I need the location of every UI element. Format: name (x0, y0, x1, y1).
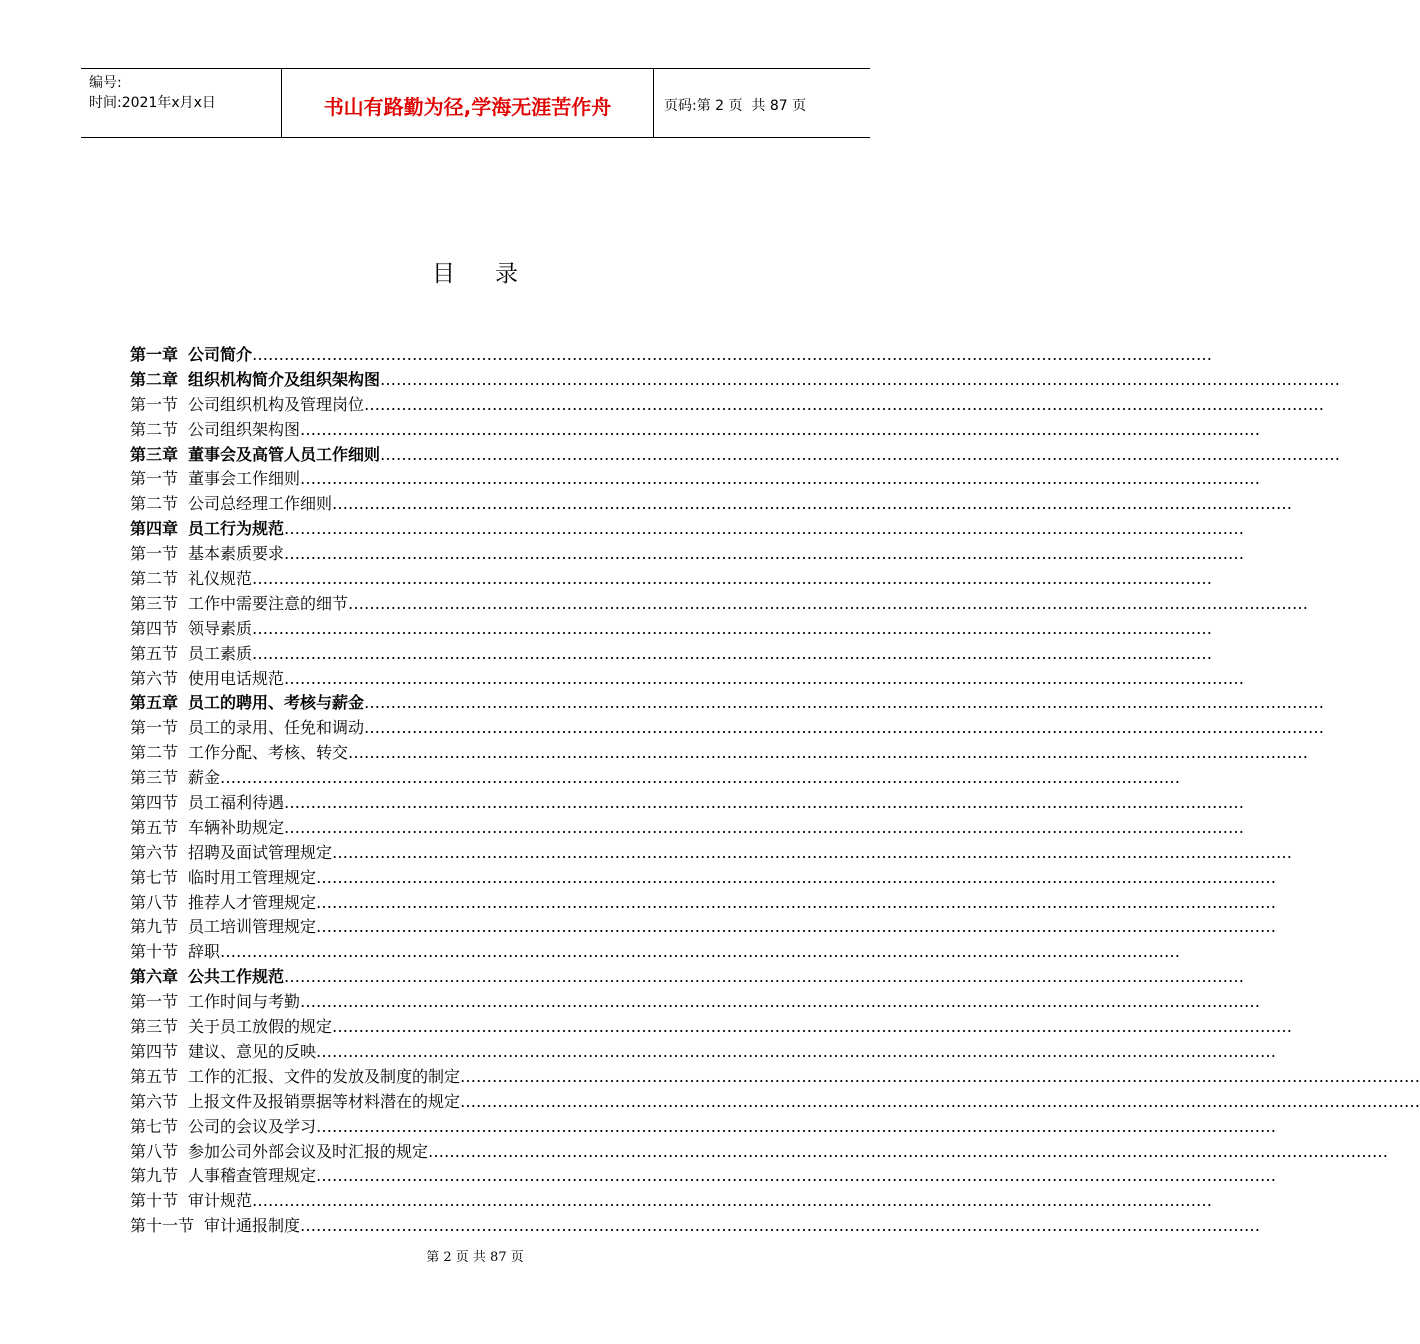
toc-leader-dots: ……………………………………………………………………………………………………………………………………………………………… (284, 817, 1245, 837)
toc-section-entry[interactable] (130, 816, 1245, 841)
toc-entry-title: 组织机构简介及组织架构图 (188, 369, 381, 389)
toc-leader-dots: ……………………………………………………………………………………………………………………………………………………………… (316, 1166, 1277, 1186)
toc-entry-title: 临时用工管理规定 (188, 867, 317, 887)
toc-entry-title: 员工福利待遇 (188, 793, 285, 813)
toc-entry-title: 参加公司外部会议及时汇报的规定 (188, 1141, 429, 1161)
toc-entry-title: 关于员工放假的规定 (188, 1017, 333, 1037)
toc-leader-dots: ……………………………………………………………………………………………………………………………………………………………… (332, 1017, 1293, 1037)
toc-entry-title: 审计通报制度 (204, 1216, 301, 1236)
toc-entry-title: 基本素质要求 (188, 544, 285, 564)
toc-leader-dots: ……………………………………………………………………………………………………………………………………………………………… (332, 494, 1293, 514)
toc-section-entry[interactable] (130, 1140, 1389, 1165)
toc-section-entry[interactable] (130, 716, 1325, 741)
toc-entry-number: 第三节 (130, 1017, 179, 1037)
toc-entry-number: 第九节 (130, 1166, 179, 1186)
toc-entry-number: 第二节 (130, 743, 179, 763)
toc-section-entry[interactable] (130, 567, 1213, 592)
toc-section-entry[interactable] (130, 642, 1213, 667)
toc-leader-dots: ……………………………………………………………………………………………………………………………………………………………… (364, 693, 1325, 713)
toc-entry-number: 第八节 (130, 892, 179, 912)
toc-entry-title: 公司简介 (188, 345, 253, 364)
toc-section-entry[interactable] (130, 1115, 1277, 1140)
table-of-contents (130, 343, 1420, 1239)
toc-section-entry[interactable] (130, 492, 1293, 517)
toc-entry-title: 公司的会议及学习 (188, 1116, 317, 1136)
toc-section-entry[interactable] (130, 741, 1309, 766)
toc-section-entry[interactable] (130, 791, 1245, 816)
toc-entry-number: 第一节 (130, 394, 179, 414)
toc-leader-dots: ……………………………………………………………………………………………………………………………………………………………… (380, 369, 1341, 389)
document-number-label: 编号: (89, 75, 122, 91)
toc-chapter-entry[interactable] (130, 368, 1341, 393)
toc-section-entry[interactable] (130, 617, 1213, 642)
toc-chapter-entry[interactable] (130, 691, 1325, 716)
toc-leader-dots: ……………………………………………………………………………………………………………………………………………………………… (284, 793, 1245, 813)
toc-entry-number: 第六节 (130, 842, 179, 862)
toc-leader-dots: ……………………………………………………………………………………………………………………………………………………………… (284, 967, 1245, 987)
toc-leader-dots: ……………………………………………………………………………………………………………………………………………………………… (252, 569, 1213, 589)
footer-page-number: 第 2 页 共 87 页 (426, 1250, 524, 1265)
toc-leader-dots: ……………………………………………………………………………………………………………………………………………………………… (300, 1216, 1261, 1236)
toc-chapter-entry[interactable] (130, 965, 1245, 990)
toc-section-entry[interactable] (130, 841, 1293, 866)
toc-entry-number: 第五节 (130, 643, 179, 663)
toc-leader-dots: ……………………………………………………………………………………………………………………………………………………………… (252, 345, 1213, 364)
toc-leader-dots: ……………………………………………………………………………………………………………………………………………………………… (460, 1091, 1420, 1111)
toc-entry-title: 工作的汇报、文件的发放及制度的制定 (188, 1066, 461, 1086)
page-footer (0, 1246, 950, 1265)
toc-entry-number: 第十节 (130, 942, 179, 962)
toc-entry-title: 建议、意见的反映 (188, 1041, 317, 1061)
toc-entry-title: 工作中需要注意的细节 (188, 593, 349, 613)
toc-leader-dots: ……………………………………………………………………………………………………………………………………………………………… (252, 618, 1213, 638)
toc-entry-number: 第三章 (130, 444, 179, 464)
toc-leader-dots: ……………………………………………………………………………………………………………………………………………………………… (252, 1191, 1213, 1211)
toc-entry-title: 上报文件及报销票据等材料潜在的规定 (188, 1091, 461, 1111)
toc-entry-title: 公司组织机构及管理岗位 (188, 394, 365, 414)
toc-entry-title: 车辆补助规定 (188, 817, 285, 837)
toc-entry-title: 礼仪规范 (188, 569, 253, 589)
toc-entry-number: 第二节 (130, 419, 179, 439)
toc-leader-dots: ……………………………………………………………………………………………………………………………………………………………… (460, 1066, 1420, 1086)
toc-entry-number: 第七节 (130, 1116, 179, 1136)
toc-entry-number: 第一节 (130, 469, 179, 489)
toc-leader-dots: ……………………………………………………………………………………………………………………………………………………………… (316, 867, 1277, 887)
header-motto: 书山有路勤为径,学海无涯苦作舟 (281, 69, 654, 137)
toc-section-entry[interactable] (130, 1040, 1277, 1065)
toc-leader-dots: ……………………………………………………………………………………………………………………………………………………………… (364, 718, 1325, 738)
toc-leader-dots: ……………………………………………………………………………………………………………………………………………………………… (220, 942, 1181, 962)
toc-entry-title: 推荐人才管理规定 (188, 892, 317, 912)
toc-entry-number: 第六节 (130, 668, 179, 688)
toc-section-entry[interactable] (130, 1015, 1293, 1040)
toc-section-entry[interactable] (130, 1214, 1261, 1239)
toc-leader-dots: ……………………………………………………………………………………………………………………………………………………………… (332, 842, 1293, 862)
toc-entry-number: 第七节 (130, 867, 179, 887)
toc-entry-title: 公司组织架构图 (188, 419, 301, 439)
toc-entry-number: 第二节 (130, 494, 179, 514)
toc-leader-dots: ……………………………………………………………………………………………………………………………………………………………… (284, 668, 1245, 688)
toc-leader-dots: ……………………………………………………………………………………………………………………………………………………………… (428, 1141, 1389, 1161)
toc-leader-dots: ……………………………………………………………………………………………………………………………………………………………… (220, 768, 1181, 788)
toc-entry-number: 第六节 (130, 1091, 179, 1111)
toc-leader-dots: ……………………………………………………………………………………………………………………………………………………………… (252, 643, 1213, 663)
toc-section-entry[interactable] (130, 891, 1277, 916)
toc-section-entry[interactable] (130, 667, 1245, 692)
header-page-info: 页码:第 2 页 共 87 页 (664, 98, 807, 114)
toc-entry-title: 公共工作规范 (188, 967, 285, 987)
toc-entry-title: 员工的聘用、考核与薪金 (188, 693, 365, 713)
toc-section-entry[interactable] (130, 418, 1261, 443)
toc-entry-title: 员工素质 (188, 643, 253, 663)
toc-chapter-entry[interactable] (130, 443, 1341, 468)
toc-entry-number: 第一节 (130, 992, 179, 1012)
toc-leader-dots: ……………………………………………………………………………………………………………………………………………………………… (380, 444, 1341, 464)
document-time: 时间:2021年x月x日 (89, 95, 216, 111)
toc-entry-number: 第一节 (130, 544, 179, 564)
toc-entry-title: 工作时间与考勤 (188, 992, 301, 1012)
toc-entry-number: 第四节 (130, 793, 179, 813)
toc-section-entry[interactable] (130, 542, 1245, 567)
toc-entry-number: 第三节 (130, 768, 179, 788)
toc-entry-number: 第四节 (130, 618, 179, 638)
toc-leader-dots: ……………………………………………………………………………………………………………………………………………………………… (348, 743, 1309, 763)
toc-entry-number: 第三节 (130, 593, 179, 613)
toc-entry-title: 工作分配、考核、转交 (188, 743, 349, 763)
toc-entry-title: 员工培训管理规定 (188, 917, 317, 937)
toc-section-entry[interactable] (130, 766, 1181, 791)
toc-leader-dots: ……………………………………………………………………………………………………………………………………………………………… (364, 394, 1325, 414)
toc-entry-number: 第二节 (130, 569, 179, 589)
toc-section-entry[interactable] (130, 990, 1261, 1015)
toc-entry-number: 第九节 (130, 917, 179, 937)
toc-entry-number: 第一节 (130, 718, 179, 738)
toc-section-entry[interactable] (130, 866, 1277, 891)
toc-leader-dots: ……………………………………………………………………………………………………………………………………………………………… (300, 469, 1261, 489)
toc-leader-dots: ……………………………………………………………………………………………………………………………………………………………… (300, 419, 1261, 439)
toc-title: 目录 (432, 261, 558, 287)
toc-entry-number: 第四节 (130, 1041, 179, 1061)
toc-entry-number: 第十节 (130, 1191, 179, 1211)
toc-entry-title: 董事会工作细则 (188, 469, 301, 489)
toc-entry-number: 第二章 (130, 369, 179, 389)
header-meta (81, 69, 281, 137)
toc-entry-number: 第六章 (130, 967, 179, 987)
toc-entry-title: 员工的录用、任免和调动 (188, 718, 365, 738)
toc-leader-dots: ……………………………………………………………………………………………………………………………………………………………… (284, 544, 1245, 564)
toc-entry-title: 董事会及高管人员工作细则 (188, 444, 381, 464)
toc-section-entry[interactable] (130, 915, 1277, 940)
toc-entry-title: 审计规范 (188, 1191, 253, 1211)
toc-entry-title: 领导素质 (188, 618, 253, 638)
toc-section-entry[interactable] (130, 1189, 1213, 1214)
toc-entry-number: 第五章 (130, 693, 179, 713)
toc-chapter-entry[interactable] (130, 343, 1213, 368)
toc-section-entry[interactable] (130, 1065, 1420, 1090)
toc-entry-number: 第五节 (130, 1066, 179, 1086)
toc-leader-dots: ……………………………………………………………………………………………………………………………………………………………… (348, 593, 1309, 613)
toc-entry-title: 使用电话规范 (188, 668, 285, 688)
toc-entry-title: 薪金 (188, 768, 221, 788)
toc-leader-dots: ……………………………………………………………………………………………………………………………………………………………… (316, 892, 1277, 912)
toc-section-entry[interactable] (130, 940, 1181, 965)
toc-leader-dots: ……………………………………………………………………………………………………………………………………………………………… (284, 519, 1245, 539)
toc-section-entry[interactable] (130, 1164, 1277, 1189)
toc-entry-title: 招聘及面试管理规定 (188, 842, 333, 862)
toc-section-entry[interactable] (130, 393, 1325, 418)
toc-entry-number: 第一章 (130, 345, 179, 364)
toc-entry-number: 第五节 (130, 817, 179, 837)
toc-entry-title: 公司总经理工作细则 (188, 494, 333, 514)
toc-section-entry[interactable] (130, 592, 1309, 617)
toc-chapter-entry[interactable] (130, 517, 1245, 542)
toc-entry-number: 第十一节 (130, 1216, 195, 1236)
toc-section-entry[interactable] (130, 1090, 1420, 1115)
toc-entry-title: 人事稽查管理规定 (188, 1166, 317, 1186)
toc-entry-number: 第四章 (130, 519, 179, 539)
toc-section-entry[interactable] (130, 467, 1261, 492)
toc-entry-title: 辞职 (188, 942, 221, 962)
toc-leader-dots: ……………………………………………………………………………………………………………………………………………………………… (300, 992, 1261, 1012)
toc-leader-dots: ……………………………………………………………………………………………………………………………………………………………… (316, 917, 1277, 937)
toc-leader-dots: ……………………………………………………………………………………………………………………………………………………………… (316, 1041, 1277, 1061)
toc-entry-number: 第八节 (130, 1141, 179, 1161)
page-header (81, 68, 870, 138)
toc-entry-title: 员工行为规范 (188, 519, 285, 539)
toc-leader-dots: ……………………………………………………………………………………………………………………………………………………………… (316, 1116, 1277, 1136)
